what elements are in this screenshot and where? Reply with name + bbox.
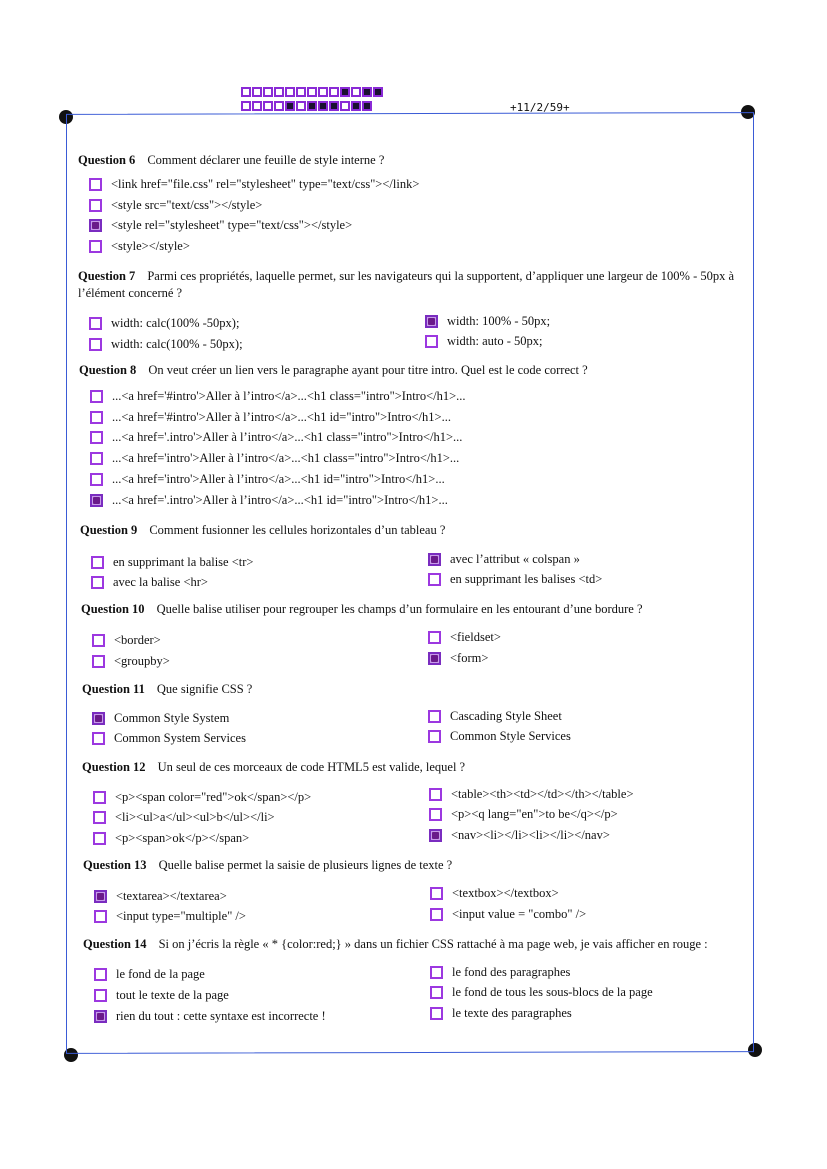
question-text: On veut créer un lien vers le paragraphe ayant pour titre intro. Quel est le code correct ?: [148, 363, 588, 377]
option-text: <nav><li></li><li></li></nav>: [451, 828, 610, 842]
option-text: <form>: [450, 651, 489, 665]
question-8: [79, 362, 739, 379]
option[interactable]: [428, 709, 562, 724]
option[interactable]: [89, 177, 419, 192]
option[interactable]: [90, 430, 462, 445]
question-text: Un seul de ces morceaux de code HTML5 est valide, lequel ?: [157, 760, 466, 774]
barcode-cell: [318, 101, 328, 111]
question-text: Que signifie CSS ?: [156, 682, 253, 696]
question-6: [78, 152, 738, 169]
option-text: avec l’attribut « colspan »: [450, 552, 580, 566]
option-text: <input value = "combo" />: [452, 907, 587, 921]
option[interactable]: [428, 651, 488, 666]
option[interactable]: [90, 389, 466, 404]
option[interactable]: [89, 218, 352, 233]
question-9: [80, 522, 740, 539]
option[interactable]: [90, 451, 459, 466]
barcode-cell: [329, 87, 339, 97]
option[interactable]: [89, 239, 190, 254]
option[interactable]: [90, 410, 451, 425]
barcode-cell: [252, 101, 262, 111]
option[interactable]: [90, 493, 448, 508]
question-label: Question 7: [78, 269, 136, 283]
barcode-cell: [373, 87, 383, 97]
barcode-cell: [340, 101, 350, 111]
option-text: <link href="file.css" rel="stylesheet" type="text/css"></link>: [111, 177, 420, 191]
question-label: Question 13: [83, 858, 147, 872]
checkbox[interactable]: [89, 317, 102, 330]
option-text: Cascading Style Sheet: [450, 709, 562, 723]
question-10: [81, 601, 741, 618]
barcode-cell: [285, 101, 295, 111]
question-11: [82, 681, 742, 698]
checkbox[interactable]: [90, 411, 103, 424]
option[interactable]: [93, 810, 275, 825]
question-text: Si on j’écris la règle « * {color:red;} » dans un fichier CSS rattaché à ma page web, je vais afficher en rouge :: [158, 937, 708, 951]
barcode-row-2: [241, 101, 372, 111]
checkbox[interactable]: [430, 966, 443, 979]
checkbox[interactable]: [429, 788, 442, 801]
option[interactable]: [428, 630, 501, 645]
option[interactable]: [94, 889, 227, 904]
option[interactable]: [430, 965, 570, 980]
checkbox[interactable]: [92, 712, 105, 725]
option-text: le texte des paragraphes: [452, 1006, 572, 1020]
option[interactable]: [425, 314, 550, 329]
question-14: [83, 936, 743, 953]
checkbox[interactable]: [89, 219, 102, 232]
option[interactable]: [89, 198, 262, 213]
checkbox[interactable]: [428, 573, 441, 586]
option-text: ...<a href='intro'>Aller à l’intro</a>...<h1 class="intro">Intro</h1>...: [112, 451, 460, 465]
option-text: <style></style>: [111, 239, 190, 253]
question-label: Question 12: [82, 760, 146, 774]
checkbox[interactable]: [428, 730, 441, 743]
option-text: <border>: [114, 633, 161, 647]
barcode-cell: [318, 87, 328, 97]
question-label: Question 9: [80, 523, 138, 537]
option-text: <p><q lang="en">to be</q></p>: [451, 807, 618, 821]
option-text: <style src="text/css"></style>: [111, 198, 263, 212]
barcode-cell: [351, 101, 361, 111]
option-text: ...<a href='.intro'>Aller à l’intro</a>...<h1 class="intro">Intro</h1>...: [112, 430, 463, 444]
option[interactable]: [92, 711, 229, 726]
checkbox[interactable]: [430, 908, 443, 921]
question-label: Question 8: [79, 363, 137, 377]
option[interactable]: [91, 575, 208, 590]
option-text: Common Style System: [114, 711, 230, 725]
option[interactable]: [425, 334, 542, 349]
option[interactable]: [94, 1009, 326, 1024]
option-text: <textbox></textbox>: [452, 886, 559, 900]
option[interactable]: [430, 1006, 572, 1021]
option-text: avec la balise <hr>: [113, 575, 208, 589]
question-text: Comment déclarer une feuille de style interne ?: [147, 153, 385, 167]
option[interactable]: [428, 729, 571, 744]
option-text: <p><span>ok</p></span>: [115, 831, 250, 845]
question-label: Question 14: [83, 937, 147, 951]
checkbox[interactable]: [92, 655, 105, 668]
barcode-cell: [252, 87, 262, 97]
checkbox[interactable]: [90, 431, 103, 444]
barcode-cell: [274, 87, 284, 97]
barcode-cell: [351, 87, 361, 97]
option[interactable]: [92, 731, 246, 746]
option[interactable]: [429, 828, 610, 843]
option-text: le fond de la page: [116, 967, 205, 981]
option[interactable]: [94, 909, 246, 924]
option-text: <fieldset>: [450, 630, 501, 644]
option[interactable]: [92, 633, 161, 648]
option-text: <groupby>: [114, 654, 170, 668]
checkbox[interactable]: [430, 887, 443, 900]
option-text: width: calc(100% - 50px);: [111, 337, 243, 351]
option[interactable]: [94, 988, 229, 1003]
question-12: [82, 759, 742, 776]
option[interactable]: [92, 654, 170, 669]
barcode-cell: [241, 87, 251, 97]
option[interactable]: [430, 886, 559, 901]
option-text: <input type="multiple" />: [116, 909, 246, 923]
question-7: [78, 268, 743, 302]
barcode-cell: [307, 101, 317, 111]
barcode-cell: [263, 101, 273, 111]
checkbox[interactable]: [94, 890, 107, 903]
barcode-cell: [241, 101, 251, 111]
barcode-cell: [274, 101, 284, 111]
option-text: tout le texte de la page: [116, 988, 229, 1002]
checkbox[interactable]: [94, 1010, 107, 1023]
question-label: Question 10: [81, 602, 145, 616]
question-text: Parmi ces propriétés, laquelle permet, sur les navigateurs qui la supportent, d’appliquer une largeur de 100% - 50px à l’élément concerné ?: [78, 269, 735, 300]
barcode-cell: [285, 87, 295, 97]
question-text: Comment fusionner les cellules horizontales d’un tableau ?: [149, 523, 446, 537]
option[interactable]: [428, 552, 580, 567]
checkbox[interactable]: [89, 338, 102, 351]
checkbox[interactable]: [90, 390, 103, 403]
barcode-cell: [340, 87, 350, 97]
option-text: width: calc(100% -50px);: [111, 316, 240, 330]
checkbox[interactable]: [94, 968, 107, 981]
barcode-cell: [296, 101, 306, 111]
checkbox[interactable]: [428, 631, 441, 644]
checkbox[interactable]: [430, 986, 443, 999]
checkbox[interactable]: [93, 832, 106, 845]
checkbox[interactable]: [428, 553, 441, 566]
option[interactable]: [89, 337, 243, 352]
option[interactable]: [91, 555, 253, 570]
option[interactable]: [429, 787, 634, 802]
barcode-row-1: [241, 87, 383, 97]
option-text: rien du tout : cette syntaxe est incorrecte !: [116, 1009, 326, 1023]
checkbox[interactable]: [429, 808, 442, 821]
option[interactable]: [430, 985, 653, 1000]
option-text: ...<a href='#intro'>Aller à l’intro</a>...<h1 class="intro">Intro</h1>...: [112, 389, 466, 403]
option-text: ...<a href='intro'>Aller à l’intro</a>...<h1 id="intro">Intro</h1>...: [112, 472, 445, 486]
question-label: Question 6: [78, 153, 136, 167]
checkbox[interactable]: [92, 732, 105, 745]
checkbox[interactable]: [91, 576, 104, 589]
option-text: ...<a href='#intro'>Aller à l’intro</a>...<h1 id="intro">Intro</h1>...: [112, 410, 451, 424]
checkbox[interactable]: [94, 989, 107, 1002]
sheet-identifier: +11/2/59+: [510, 101, 570, 114]
checkbox[interactable]: [429, 829, 442, 842]
option-text: <p><span color="red">ok</span></p>: [115, 790, 312, 804]
question-text: Quelle balise permet la saisie de plusieurs lignes de texte ?: [158, 858, 453, 872]
option-text: en supprimant la balise <tr>: [113, 555, 254, 569]
option[interactable]: [90, 472, 445, 487]
option-text: <textarea></textarea>: [116, 889, 227, 903]
option[interactable]: [93, 790, 311, 805]
option[interactable]: [428, 572, 602, 587]
option-text: en supprimant les balises <td>: [450, 572, 603, 586]
checkbox[interactable]: [89, 178, 102, 191]
option-text: <style rel="stylesheet" type="text/css"></style>: [111, 218, 353, 232]
checkbox[interactable]: [94, 910, 107, 923]
barcode-cell: [307, 87, 317, 97]
checkbox[interactable]: [428, 652, 441, 665]
checkbox[interactable]: [90, 494, 103, 507]
option[interactable]: [430, 907, 586, 922]
barcode-cell: [296, 87, 306, 97]
checkbox[interactable]: [89, 199, 102, 212]
question-text: Quelle balise utiliser pour regrouper les champs d’un formulaire en les entourant d’une bordure ?: [156, 602, 643, 616]
checkbox[interactable]: [90, 452, 103, 465]
question-13: [83, 857, 743, 874]
option-text: le fond de tous les sous-blocs de la page: [452, 985, 653, 999]
checkbox[interactable]: [425, 335, 438, 348]
checkbox[interactable]: [91, 556, 104, 569]
option-text: Common System Services: [114, 731, 246, 745]
option-text: ...<a href='.intro'>Aller à l’intro</a>...<h1 id="intro">Intro</h1>...: [112, 493, 448, 507]
checkbox[interactable]: [93, 811, 106, 824]
option[interactable]: [93, 831, 249, 846]
option-text: width: auto - 50px;: [447, 334, 543, 348]
barcode-cell: [362, 101, 372, 111]
option[interactable]: [89, 316, 239, 331]
option-text: <li><ul>a</ul><ul>b</ul></li>: [115, 810, 275, 824]
question-label: Question 11: [82, 682, 145, 696]
checkbox[interactable]: [92, 634, 105, 647]
option-text: le fond des paragraphes: [452, 965, 571, 979]
barcode-cell: [263, 87, 273, 97]
checkbox[interactable]: [425, 315, 438, 328]
barcode-cell: [329, 101, 339, 111]
checkbox[interactable]: [90, 473, 103, 486]
checkbox[interactable]: [430, 1007, 443, 1020]
checkbox[interactable]: [89, 240, 102, 253]
option-text: width: 100% - 50px;: [447, 314, 551, 328]
barcode-cell: [362, 87, 372, 97]
option[interactable]: [429, 807, 618, 822]
checkbox[interactable]: [428, 710, 441, 723]
checkbox[interactable]: [93, 791, 106, 804]
option[interactable]: [94, 967, 205, 982]
option-text: Common Style Services: [450, 729, 571, 743]
option-text: <table><th><td></td></th></table>: [451, 787, 634, 801]
